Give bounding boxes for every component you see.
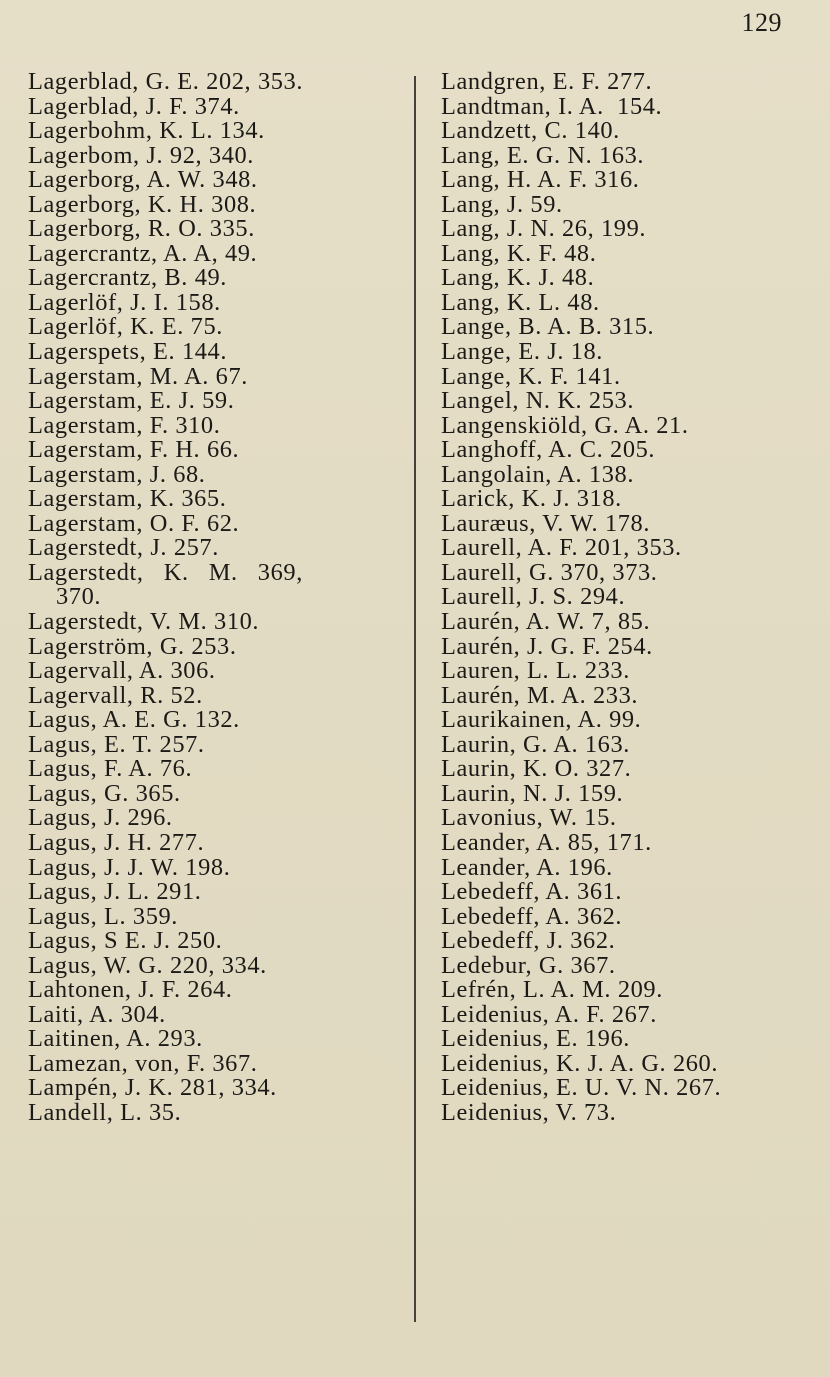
index-entry: Larick, K. J. 318. — [441, 485, 622, 513]
index-entry: Lagus, J. J. W. 198. — [28, 853, 231, 881]
index-entry: Lauren, L. L. 233. — [441, 657, 630, 685]
index-entry: Lahtonen, J. F. 264. — [28, 976, 233, 1004]
index-entry: Lagus, G. 365. — [28, 779, 181, 807]
index-entry: Lagerblad, J. F. 374. — [28, 92, 240, 120]
index-entry: Lagerstam, O. F. 62. — [28, 509, 240, 537]
index-entry: Lagus, W. G. 220, 334. — [28, 951, 267, 979]
index-entry: Lagerstedt, K. M. 369, — [28, 558, 303, 586]
index-entry: Laurin, K. O. 327. — [441, 755, 632, 783]
index-entry: Lampén, J. K. 281, 334. — [28, 1074, 277, 1102]
index-entry: Lagerström, G. 253. — [28, 632, 237, 660]
index-entry: Lagerstam, K. 365. — [28, 485, 227, 513]
index-entry: Langel, N. K. 253. — [441, 387, 635, 415]
index-entry: Laurén, J. G. F. 254. — [441, 632, 653, 660]
index-entry: Lagervall, A. 306. — [28, 657, 216, 685]
index-entry: Lagerborg, A. W. 348. — [28, 166, 258, 194]
index-entry: Lebedeff, A. 362. — [441, 902, 623, 930]
index-entry: Lagerstedt, V. M. 310. — [28, 608, 260, 636]
index-entry: Langenskiöld, G. A. 21. — [441, 411, 689, 439]
index-entry: Landzett, C. 140. — [441, 117, 620, 145]
index-entry: Lang, H. A. F. 316. — [441, 166, 640, 194]
index-entry: Laurell, A. F. 201, 353. — [441, 534, 682, 562]
index-entry: Lagerbohm, K. L. 134. — [28, 117, 265, 145]
index-entry: Landell, L. 35. — [28, 1098, 182, 1126]
index-entry: Lagercrantz, A. A, 49. — [28, 239, 258, 267]
index-entry: Laitinen, A. 293. — [28, 1025, 203, 1053]
index-entry: Leander, A. 196. — [441, 853, 613, 881]
index-entry: Leidenius, K. J. A. G. 260. — [441, 1049, 719, 1077]
index-entry: Leidenius, E. U. V. N. 267. — [441, 1074, 722, 1102]
index-entry: Lagerblad, G. E. 202, 353. — [28, 68, 304, 95]
index-entry: Lagerlöf, J. I. 158. — [28, 288, 221, 316]
index-entry: Lagus, S E. J. 250. — [28, 927, 223, 955]
index-entry: Laurell, G. 370, 373. — [441, 558, 658, 586]
index-entry: Laurin, N. J. 159. — [441, 779, 624, 807]
index-entry: Lagerstam, F. H. 66. — [28, 436, 240, 464]
index-entry: Lagus, A. E. G. 132. — [28, 706, 240, 734]
index-entry: Lagus, J. 296. — [28, 804, 173, 832]
index-entry: Laurikainen, A. 99. — [441, 706, 642, 734]
index-entry: Lagus, L. 359. — [28, 902, 178, 930]
index-entry: Lagerspets, E. 144. — [28, 338, 228, 366]
index-entry: Leidenius, V. 73. — [441, 1098, 617, 1126]
index-entry: Lefrén, L. A. M. 209. — [441, 976, 663, 1004]
index-entry: Landtman, I. A. 154. — [441, 92, 663, 120]
index-entry: Lagus, F. A. 76. — [28, 755, 193, 783]
index-entry: Leidenius, A. F. 267. — [441, 1000, 657, 1028]
index-entry: Lagerbom, J. 92, 340. — [28, 141, 254, 169]
index-entry: Lang, K. F. 48. — [441, 239, 597, 267]
index-entry: Lagerborg, R. O. 335. — [28, 215, 255, 243]
index-entry: Leander, A. 85, 171. — [441, 828, 652, 856]
index-entry: Lang, K. J. 48. — [441, 264, 595, 292]
index-entry: Lagercrantz, B. 49. — [28, 264, 227, 292]
index-entry: Langolain, A. 138. — [441, 460, 635, 488]
index-entry: Laurén, M. A. 233. — [441, 681, 639, 709]
index-entry: Lebedeff, A. 361. — [441, 878, 623, 906]
index-entry: Lagervall, R. 52. — [28, 681, 203, 709]
index-entry: Lange, K. F. 141. — [441, 362, 621, 390]
index-entry: Lagerstam, F. 310. — [28, 411, 221, 439]
index-column-right — [441, 70, 830, 1126]
index-entry: Ledebur, G. 367. — [441, 951, 616, 979]
index-entry: Lagerstam, M. A. 67. — [28, 362, 248, 390]
index-entry: Lagerstam, E. J. 59. — [28, 387, 235, 415]
index-entry: Langhoff, A. C. 205. — [441, 436, 656, 464]
index-entry: Laurin, G. A. 163. — [441, 730, 630, 758]
index-entry: Lange, B. A. B. 315. — [441, 313, 655, 341]
index-entry-continuation: 370. — [56, 583, 102, 611]
index-entry: Lang, J. 59. — [441, 190, 563, 218]
index-entry: Lagerborg, K. H. 308. — [28, 190, 257, 218]
index-entry: Lavonius, W. 15. — [441, 804, 617, 832]
index-entry: Lauræus, V. W. 178. — [441, 509, 651, 537]
index-entry: Laurén, A. W. 7, 85. — [441, 608, 651, 636]
index-entry: Lebedeff, J. 362. — [441, 927, 616, 955]
page-number: 129 — [741, 8, 782, 37]
index-entry: Lagerstedt, J. 257. — [28, 534, 219, 562]
index-entry: Lange, E. J. 18. — [441, 338, 604, 366]
index-entry: Lagus, E. T. 257. — [28, 730, 205, 758]
index-entry: Lagus, J. H. 277. — [28, 828, 205, 856]
index-entry: Lagerstam, J. 68. — [28, 460, 206, 488]
index-entry: Laurell, J. S. 294. — [441, 583, 626, 611]
index-column-left — [28, 70, 408, 1126]
index-entry: Landgren, E. F. 277. — [441, 68, 653, 95]
index-entry: Lang, J. N. 26, 199. — [441, 215, 647, 243]
index-entry: Lagerlöf, K. E. 75. — [28, 313, 223, 341]
index-entry: Leidenius, E. 196. — [441, 1025, 630, 1053]
column-divider — [414, 76, 416, 1322]
index-entry: Lang, K. L. 48. — [441, 288, 600, 316]
index-entry: Lagus, J. L. 291. — [28, 878, 202, 906]
index-entry: Lamezan, von, F. 367. — [28, 1049, 258, 1077]
index-entry: Lang, E. G. N. 163. — [441, 141, 645, 169]
index-entry: Laiti, A. 304. — [28, 1000, 166, 1028]
